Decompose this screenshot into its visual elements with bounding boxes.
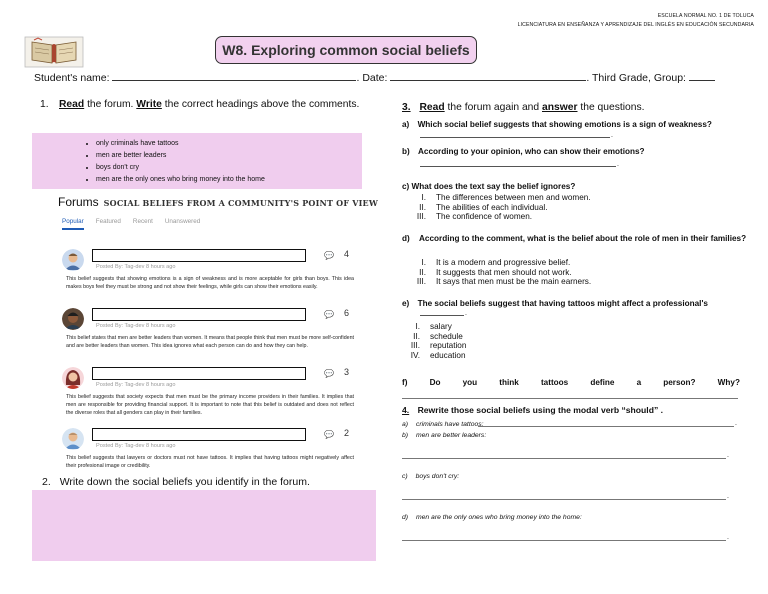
rewrite-b-line[interactable] <box>402 458 726 459</box>
tab-popular[interactable]: Popular <box>62 218 84 230</box>
forum-label: Forums <box>58 195 99 209</box>
forum-post <box>62 367 352 427</box>
rewrite-d-period: . <box>727 534 729 541</box>
name-label: Student's name: <box>34 72 110 84</box>
instruction-2 <box>42 476 310 488</box>
question-f-word: Why? <box>717 378 740 387</box>
forum-tabs <box>62 218 200 230</box>
question-e-options <box>396 322 742 360</box>
question-d <box>402 234 748 244</box>
option-text: schedule <box>430 331 463 341</box>
forum-subtitle: SOCIAL BELIEFS FROM A COMMUNITY'S POINT OF VIEW <box>103 198 379 208</box>
question-c-options <box>402 193 748 222</box>
question-f-word: person? <box>663 378 696 387</box>
answer-b-period: . <box>617 161 619 168</box>
instruction-3-number: 3. <box>402 102 411 113</box>
question-f-word: tattoos <box>540 378 569 387</box>
instruction-4-number: 4. <box>402 405 410 415</box>
option-numeral: IV. <box>410 350 420 360</box>
question-f-word: you <box>462 378 478 387</box>
post-text: This belief suggests that showing emotions is a sign of weakness and is more aceptable for girls than boys. This idea makes boys feel they must be strong and not show their feelings, while girls can show their emotions easily. <box>66 276 354 291</box>
question-d-options <box>402 258 748 287</box>
question-e <box>402 299 748 309</box>
option-numeral: II. <box>419 202 426 212</box>
comments-icon: 💬 <box>324 251 334 260</box>
option-row[interactable] <box>402 268 748 278</box>
answer-a-period: . <box>611 132 613 139</box>
option-text: education <box>430 350 466 360</box>
forum-post <box>62 308 352 366</box>
rewrite-b-period: . <box>727 452 729 459</box>
rewrite-letter: d) <box>402 514 409 521</box>
heading-answer-box[interactable] <box>92 428 306 441</box>
instruction-1-verb-write: Write <box>136 99 162 110</box>
student-info-row <box>34 72 715 84</box>
option-row[interactable] <box>396 351 742 361</box>
option-numeral: III. <box>410 341 420 351</box>
tab-unanswered[interactable]: Unanswered <box>164 218 201 225</box>
question-c: c) What does the text say the belief ignores? <box>402 182 576 191</box>
question-d-text: According to the comment, what is the belief about the role of men in their families? <box>419 234 747 243</box>
post-byline: Posted By: Tag-dev 8 hours ago <box>96 382 176 388</box>
question-b-letter: b) <box>402 147 410 156</box>
rewrite-letter: a) <box>402 421 409 428</box>
instruction-3 <box>402 103 748 113</box>
option-text: It says that men must be the main earners. <box>436 277 592 287</box>
school-header <box>518 12 754 29</box>
instruction-2-number: 2. <box>42 476 51 488</box>
rewrite-prompt: criminals have tattoos: <box>415 421 484 428</box>
heading-option: • only criminals have tattoos <box>96 138 362 150</box>
avatar <box>62 249 84 271</box>
question-f-word: a <box>636 378 642 387</box>
question-b <box>402 147 748 157</box>
comment-count: 3 <box>344 367 350 377</box>
heading-option: • boys don't cry <box>96 162 362 174</box>
date-field-line[interactable] <box>390 72 586 81</box>
headings-box <box>32 133 362 189</box>
instruction-1-rest: the correct headings above the comments. <box>164 99 360 110</box>
option-row[interactable] <box>396 332 742 342</box>
instruction-4-text: Rewrite those social beliefs using the modal verb “should” . <box>417 405 664 415</box>
rewrite-a-line[interactable] <box>478 426 734 427</box>
avatar <box>62 428 84 450</box>
question-f-word: define <box>590 378 615 387</box>
rewrite-a-period: . <box>735 420 737 427</box>
rewrite-letter: c) <box>402 473 408 480</box>
question-f-word: Do <box>429 378 441 387</box>
option-numeral: III. <box>416 277 426 287</box>
option-numeral: I. <box>421 193 426 202</box>
post-byline: Posted By: Tag-dev 8 hours ago <box>96 264 176 270</box>
answer-f-line[interactable] <box>402 398 738 399</box>
heading-answer-box[interactable] <box>92 308 306 321</box>
option-numeral: III. <box>416 212 426 222</box>
comments-icon: 💬 <box>324 310 334 319</box>
instruction-3-verb-read: Read <box>419 102 445 113</box>
instruction-3-rest: the questions. <box>580 102 645 113</box>
school-name: ESCUELA NORMAL NO. 1 DE TOLUCA <box>657 13 754 19</box>
question-a <box>402 120 748 130</box>
tab-recent[interactable]: Recent <box>132 218 153 225</box>
forum-post <box>62 428 352 474</box>
option-row[interactable] <box>402 258 748 268</box>
option-text: The confidence of women. <box>436 212 533 222</box>
avatar <box>62 367 84 389</box>
post-text: This belief suggests that lawyers or doctors must not have tattoos. It implies that having tattoos might negatively affect their profesional image or credibility. <box>66 455 354 470</box>
option-row[interactable] <box>402 212 748 222</box>
rewrite-letter: b) <box>402 432 409 439</box>
tab-featured[interactable]: Featured <box>95 218 121 225</box>
avatar <box>62 308 84 330</box>
rewrite-item-b <box>402 431 748 441</box>
post-byline: Posted By: Tag-dev 8 hours ago <box>96 323 176 329</box>
option-row[interactable] <box>402 193 748 203</box>
instruction-4 <box>402 406 748 416</box>
rewrite-prompt: men are better leaders: <box>415 432 487 439</box>
post-byline: Posted By: Tag-dev 8 hours ago <box>96 443 176 449</box>
question-e-letter: e) <box>402 299 410 308</box>
instruction-1-number: 1. <box>40 99 49 110</box>
option-numeral: II. <box>413 331 420 341</box>
forum-header <box>58 195 378 209</box>
option-text: It suggests that men should not work. <box>436 267 572 277</box>
name-field-line[interactable] <box>112 72 356 81</box>
instruction-1 <box>42 98 380 113</box>
beliefs-answer-area[interactable] <box>32 490 376 561</box>
grade-label: . Third Grade, Group: <box>586 72 686 84</box>
comment-count: 6 <box>344 308 350 318</box>
option-text: salary <box>430 322 452 331</box>
rewrite-c-period: . <box>727 493 729 500</box>
rewrite-prompt: boys don't cry: <box>415 473 460 480</box>
rewrite-item-d <box>402 513 748 523</box>
question-e-text: The social beliefs suggest that having tattoos might affect a professional's <box>417 299 708 308</box>
instruction-3-mid: the forum again and <box>447 102 540 113</box>
answer-e-period: . <box>465 310 467 317</box>
rewrite-item-c <box>402 472 748 482</box>
group-field-line[interactable] <box>689 72 715 81</box>
option-text: The differences between men and women. <box>436 193 591 202</box>
worksheet-title: W8. Exploring common social beliefs <box>215 36 477 64</box>
option-text: It is a modern and progressive belief. <box>436 258 571 267</box>
question-f-word: think <box>499 378 519 387</box>
rewrite-d-line[interactable] <box>402 540 726 541</box>
forum-post <box>62 249 352 307</box>
instruction-1-verb-read: Read <box>59 99 85 110</box>
heading-answer-box[interactable] <box>92 249 306 262</box>
answer-e-line[interactable] <box>420 312 464 316</box>
heading-answer-box[interactable] <box>92 367 306 380</box>
option-numeral: I. <box>415 322 420 331</box>
question-f-letter: f) <box>402 378 408 387</box>
rewrite-c-line[interactable] <box>402 499 726 500</box>
question-a-text: Which social belief suggests that showing emotions is a sign of weakness? <box>417 120 712 129</box>
question-f <box>402 378 740 388</box>
option-text: reputation <box>430 341 467 351</box>
option-row[interactable] <box>396 322 742 332</box>
question-a-letter: a) <box>402 120 410 129</box>
answer-a-line[interactable] <box>420 134 610 138</box>
post-text: This belief suggests that society expects that men must be the primary income providers in their families. It implies that men are responsible for providing financial support. It is important to note that this belief is outdated and does not reflect the diverse roles that all genders can play in their families. <box>66 394 354 417</box>
instruction-1-mid: the forum. <box>87 99 134 110</box>
answer-b-line[interactable] <box>420 163 616 167</box>
book-logo-icon <box>24 36 84 68</box>
program-name: LICENCIATURA EN ENSEÑANZA Y APRENDIZAJE DEL INGLÉS EN EDUCACIÓN SECUNDARIA <box>517 21 754 28</box>
instruction-3-verb-answer: answer <box>542 102 578 113</box>
post-text: This belief states that men are better leaders than women. It means that people think that men must be more self-confident and are better leaders than women. This idea ignores what each person can do and how they can help. <box>66 335 354 350</box>
heading-option: • men are the only ones who bring money into the home <box>96 174 362 186</box>
option-numeral: II. <box>419 267 426 277</box>
comment-count: 4 <box>344 249 350 259</box>
option-text: The abilities of each individual. <box>436 202 548 212</box>
question-d-letter: d) <box>402 234 410 243</box>
option-numeral: I. <box>421 258 426 267</box>
rewrite-item-a <box>402 420 748 430</box>
comment-count: 2 <box>344 428 350 438</box>
option-row[interactable] <box>396 341 742 351</box>
option-row[interactable] <box>402 277 748 287</box>
rewrite-prompt: men are the only ones who bring money into the home: <box>415 514 582 521</box>
comments-icon: 💬 <box>324 369 334 378</box>
date-label: . Date: <box>356 72 388 84</box>
option-row[interactable] <box>402 203 748 213</box>
question-b-text: According to your opinion, who can show their emotions? <box>418 147 645 156</box>
instruction-2-text: Write down the social beliefs you identify in the forum. <box>59 476 310 488</box>
heading-option: • men are better leaders <box>96 150 362 162</box>
comments-icon: 💬 <box>324 430 334 439</box>
